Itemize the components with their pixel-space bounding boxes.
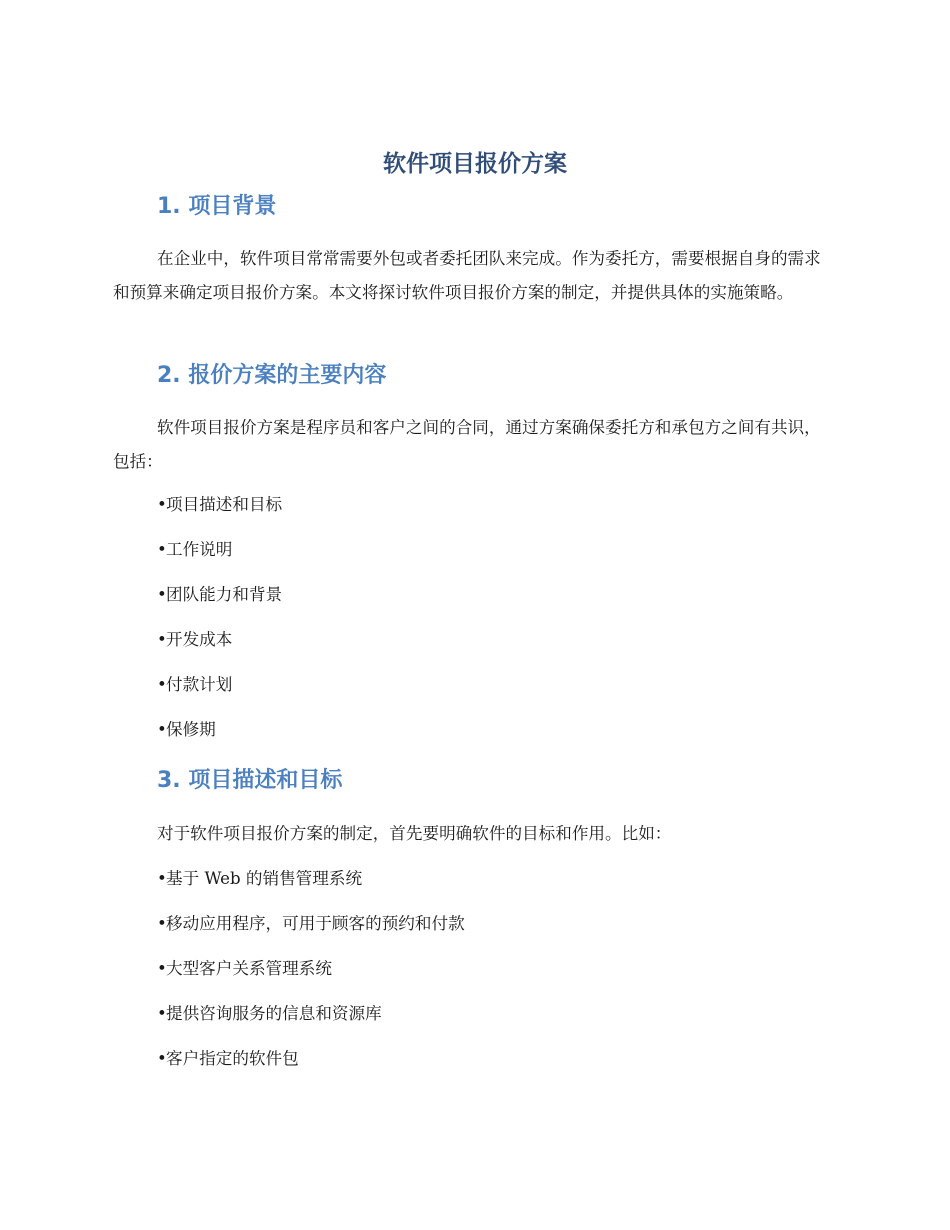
section-paragraph-background: 在企业中，软件项目常常需要外包或者委托团队来完成。作为委托方，需要根据自身的需求和预算来确定项目报价方案。本文将探讨软件项目报价方案的制定，并提供具体的实施策略。 [113, 249, 821, 302]
list-item [157, 954, 332, 984]
bullet-icon: • [157, 869, 167, 888]
bullet-icon: • [157, 630, 167, 649]
list-item [157, 999, 382, 1029]
bullet-icon: • [157, 585, 167, 604]
section-heading-description-goals: 3. 项目描述和目标 [157, 768, 343, 793]
list-item [157, 490, 282, 520]
list-item-label: 开发成本 [166, 630, 233, 649]
list-item [157, 625, 232, 655]
bullet-icon: • [157, 675, 167, 694]
list-item-label: 付款计划 [166, 675, 233, 694]
list-item [157, 909, 465, 939]
bullet-icon: • [157, 959, 167, 978]
bullet-icon: • [157, 540, 167, 559]
bullet-icon: • [157, 495, 167, 514]
document-title: 软件项目报价方案 [383, 151, 567, 177]
list-item-label: 工作说明 [166, 540, 233, 559]
list-item [157, 535, 232, 565]
section-paragraph-quote-content: 软件项目报价方案是程序员和客户之间的合同，通过方案确保委托方和承包方之间有共识，包括： [113, 418, 821, 471]
list-item-label: 大型客户关系管理系统 [166, 959, 332, 978]
list-item [157, 580, 282, 610]
list-item-label: 客户指定的软件包 [166, 1049, 299, 1068]
list-item [157, 864, 362, 894]
list-item-label: 提供咨询服务的信息和资源库 [166, 1004, 382, 1023]
section-paragraph-description-goals: 对于软件项目报价方案的制定，首先要明确软件的目标和作用。比如： [157, 824, 672, 843]
list-item-label: 保修期 [166, 720, 216, 739]
bullet-icon: • [157, 720, 167, 739]
section-heading-background: 1. 项目背景 [157, 194, 277, 219]
list-item-label: 项目描述和目标 [166, 495, 283, 514]
list-item-label: 团队能力和背景 [166, 585, 283, 604]
list-item [157, 670, 232, 700]
list-item [157, 1044, 299, 1074]
list-item [157, 715, 216, 745]
list-item-label: 移动应用程序，可用于顾客的预约和付款 [166, 914, 465, 933]
list-item-label: 基于 Web 的销售管理系统 [166, 869, 363, 888]
section-heading-quote-content: 2. 报价方案的主要内容 [157, 363, 387, 388]
bullet-icon: • [157, 914, 167, 933]
bullet-icon: • [157, 1004, 167, 1023]
bullet-icon: • [157, 1049, 167, 1068]
